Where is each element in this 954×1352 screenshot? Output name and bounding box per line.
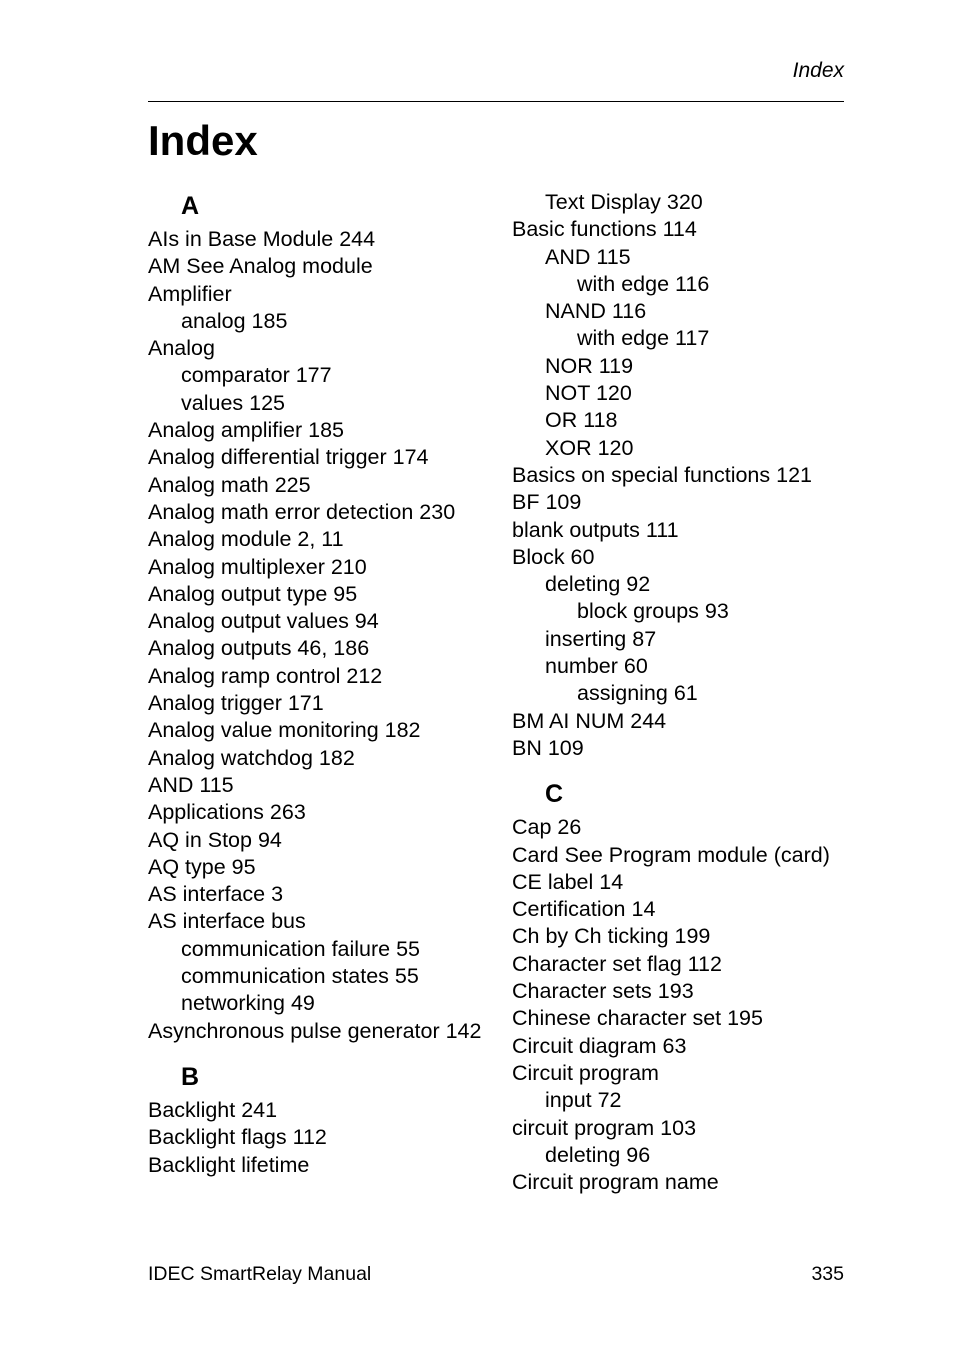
index-entry: Analog module 2, 11 — [148, 527, 344, 552]
index-subentry: values 125 — [181, 390, 285, 415]
index-entry: Analog multiplexer 210 — [148, 554, 367, 579]
index-subentry: with edge 116 — [577, 271, 710, 296]
index-entry: Ch by Ch ticking 199 — [512, 924, 711, 949]
index-entry: Analog — [148, 336, 215, 361]
index-column-right — [512, 189, 857, 1196]
index-subentry: NAND 116 — [545, 299, 647, 324]
index-entry: AQ type 95 — [148, 854, 256, 879]
index-entry: Analog watchdog 182 — [148, 745, 355, 770]
footer-manual-title: IDEC SmartRelay Manual — [148, 1263, 372, 1285]
index-subentry: inserting 87 — [545, 626, 657, 651]
index-subentry: XOR 120 — [545, 435, 634, 460]
index-entry: Applications 263 — [148, 800, 306, 825]
index-entry: Analog output type 95 — [148, 581, 358, 606]
index-entry: BF 109 — [512, 490, 582, 515]
index-section-letter: B — [181, 1062, 200, 1091]
index-entry: Basics on special functions 121 — [512, 462, 812, 487]
index-entry: Analog output values 94 — [148, 609, 379, 634]
index-subentry: AND 115 — [545, 244, 631, 269]
index-entry: Backlight 241 — [148, 1097, 278, 1122]
index-entry: Analog value monitoring 182 — [148, 718, 421, 743]
index-section-letter: A — [181, 192, 200, 220]
index-entry: Asynchronous pulse generator 142 — [148, 1018, 482, 1043]
index-subentry: input 72 — [545, 1088, 622, 1113]
index-entry: Character set flag 112 — [512, 951, 722, 976]
index-subentry: NOT 120 — [545, 381, 632, 406]
index-subentry: NOR 119 — [545, 353, 634, 378]
footer-page-number: 335 — [811, 1263, 844, 1285]
index-entry: Circuit diagram 63 — [512, 1033, 687, 1058]
index-entry: Basic functions 114 — [512, 217, 697, 242]
index-entry: blank outputs 111 — [512, 517, 679, 542]
page-title: Index — [148, 117, 258, 164]
index-entry: Certification 14 — [512, 897, 656, 922]
header-rule — [148, 101, 844, 102]
index-subentry: number 60 — [545, 654, 648, 679]
index-entry: Analog math 225 — [148, 472, 311, 497]
index-subentry: deleting 92 — [545, 572, 651, 597]
index-subentry: with edge 117 — [577, 326, 710, 351]
index-entry: Card See Program module (card) — [512, 842, 830, 867]
index-entry: AS interface bus — [148, 909, 306, 934]
index-subentry: deleting 96 — [545, 1142, 651, 1167]
index-entry: circuit program 103 — [512, 1115, 697, 1140]
index-entry: Analog trigger 171 — [148, 691, 324, 716]
index-entry: Amplifier — [148, 281, 232, 306]
index-entry: Analog ramp control 212 — [148, 663, 383, 688]
index-entry: BN 109 — [512, 735, 584, 760]
index-entry: Backlight lifetime — [148, 1152, 310, 1177]
index-subentry: comparator 177 — [181, 363, 332, 388]
index-entry: AQ in Stop 94 — [148, 827, 282, 852]
index-entry: Analog amplifier 185 — [148, 418, 345, 443]
index-entry: Circuit program — [512, 1060, 659, 1085]
index-entry: Cap 26 — [512, 815, 582, 840]
index-entry: AND 115 — [148, 772, 234, 797]
index-entry: Chinese character set 195 — [512, 1006, 763, 1031]
index-entry: Analog math error detection 230 — [148, 499, 456, 524]
index-entry: Circuit program name — [512, 1170, 719, 1195]
index-subentry: assigning 61 — [577, 681, 698, 706]
index-subentry: communication failure 55 — [181, 936, 421, 961]
index-subentry: analog 185 — [181, 308, 288, 333]
index-entry: Analog outputs 46, 186 — [148, 636, 370, 661]
running-head: Index — [792, 59, 844, 82]
index-subentry: block groups 93 — [577, 599, 729, 624]
index-entry: Backlight flags 112 — [148, 1125, 327, 1150]
index-entry: Character sets 193 — [512, 979, 694, 1004]
index-subentry: OR 118 — [545, 408, 618, 433]
index-section-letter: C — [545, 780, 564, 809]
index-column-left — [148, 189, 493, 1179]
index-entry: AM See Analog module — [148, 254, 373, 279]
index-entry: Block 60 — [512, 544, 595, 569]
index-subentry: communication states 55 — [181, 964, 419, 989]
index-subentry: networking 49 — [181, 991, 315, 1016]
index-entry: BM AI NUM 244 — [512, 708, 667, 733]
index-entry: Analog differential trigger 174 — [148, 445, 429, 470]
index-subentry: Text Display 320 — [545, 190, 703, 214]
index-entry: AIs in Base Module 244 — [148, 227, 376, 251]
index-entry: AS interface 3 — [148, 882, 284, 907]
index-entry: CE label 14 — [512, 869, 624, 894]
